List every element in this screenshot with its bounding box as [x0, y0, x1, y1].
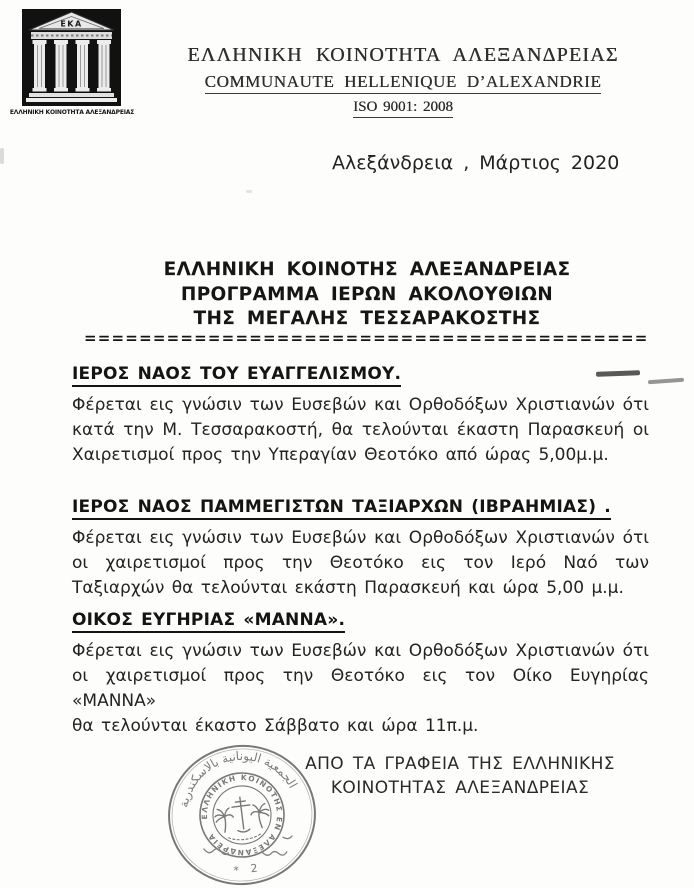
section-body	[72, 526, 649, 601]
community-logo	[22, 9, 121, 106]
text-line: οι χαιρετισμοί προς την Θεοτόκο εις τον Οίκο Ευγηρίας «ΜΑΝΝΑ»	[72, 666, 649, 711]
programme-title	[67, 258, 667, 332]
section-body	[72, 639, 649, 739]
stamp-bottom-mark: * 2	[232, 861, 263, 878]
text-line: ΕΛΛΗΝΙΚΗ ΚΟΙΝΟΤΗΣ ΑΛΕΞΑΝΔΡΕΙΑΣ	[163, 259, 571, 280]
org-name-french: COMMUNAUTE HELLENIQUE D’ALEXANDRIE	[205, 72, 602, 94]
text-line: ΤΗΣ ΜΕΓΑΛΗΣ ΤΕΣΣΑΡΑΚΟΣΤΗΣ	[193, 308, 541, 329]
iso-certification: ISO 9001: 2008	[353, 99, 453, 118]
section-manna-home	[72, 610, 649, 739]
section-heading: ΙΕΡΟΣ ΝΑΟΣ ΠΑΜΜΕΓΙΣΤΩΝ ΤΑΞΙΑΡΧΩΝ (ΙΒΡΑΗΜΙΑΣ) .	[72, 497, 611, 520]
text-line: ΠΡΟΓΡΑΜΜΑ ΙΕΡΩΝ ΑΚΟΛΟΥΘΙΩΝ	[180, 283, 554, 305]
stamp-outer-text: الجمعية اليونانية بالاسكندرية	[176, 748, 301, 809]
issuing-office-note	[300, 753, 620, 800]
text-line: Φέρεται εις γνώσιν των Ευσεβών και Ορθοδόξων Χριστιανών ότι	[72, 528, 649, 548]
section-heading: ΙΕΡΟΣ ΝΑΟΣ ΤΟΥ ΕΥΑΓΓΕΛΙΣΜΟΥ.	[72, 364, 401, 387]
section-taxiarchon-church	[72, 497, 649, 601]
text-line: ΚΟΙΝΟΤΗΤΑΣ ΑΛΕΞΑΝΔΡΕΙΑΣ	[330, 777, 590, 798]
text-line: Φέρεται εις γνώσιν των Ευσεβών και Ορθοδόξων Χριστιανών ότι	[72, 641, 649, 661]
text-line: Χαιρετισμοί προς την Υπεραγίαν Θεοτόκο από ώρας 5,00μ.μ.	[72, 445, 609, 465]
text-line: Ταξιαρχών θα τελούνται εκάστη Παρασκευή και ώρα 5,00 μ.μ.	[72, 578, 624, 598]
org-name-greek: ΕΛΛΗΝΙΚΗ ΚΟΙΝΟΤΗΤΑ ΑΛΕΞΑΝΔΡΕΙΑΣ	[187, 44, 619, 66]
text-line: ΑΠΟ ΤΑ ΓΡΑΦΕΙΑ ΤΗΣ ΕΛΛΗΝΙΚΗΣ	[305, 754, 615, 774]
scan-artifact	[0, 148, 4, 164]
text-line: θα τελούνται έκαστο Σάββατο και ώρα 11π.μ.	[72, 716, 479, 736]
stamp-inner-text: ΕΛΛΗΝΙΚΗ ΚΟΙΝΟΤΗΣ ΕΝ ΑΛΕΞΑΝΔΡΕΙΑ	[199, 772, 285, 858]
text-line: Φέρεται εις γνώσιν των Ευσεβών και Ορθοδόξων Χριστιανών ότι	[72, 395, 649, 415]
text-line: οι χαιρετισμοί προς την Θεοτόκο εις τον Ιερό Ναό των	[72, 553, 649, 573]
scan-artifact	[648, 378, 684, 385]
section-evangelismos-church	[72, 364, 649, 468]
logo-caption: ΕΛΛΗΝΙΚΗ ΚΟΙΝΟΤΗΤΑ ΑΛΕΞΑΝΔΡΕΙΑΣ	[9, 109, 135, 116]
date-line: Αλεξάνδρεια , Μάρτιος 2020	[332, 152, 620, 174]
text-line: κατά την Μ. Τεσσαρακοστή, θα τελούνται έκαστη Παρασκευή οι	[72, 420, 649, 440]
logo-acronym-text: ΕΚΑ	[60, 19, 83, 29]
separator-line: =========================================	[84, 329, 649, 347]
scan-artifact	[246, 190, 252, 193]
section-body	[72, 393, 649, 468]
community-stamp	[160, 742, 324, 888]
letterhead	[148, 44, 658, 118]
section-heading: ΟΙΚΟΣ ΕΥΓΗΡΙΑΣ «ΜΑΝΝΑ».	[72, 610, 345, 633]
